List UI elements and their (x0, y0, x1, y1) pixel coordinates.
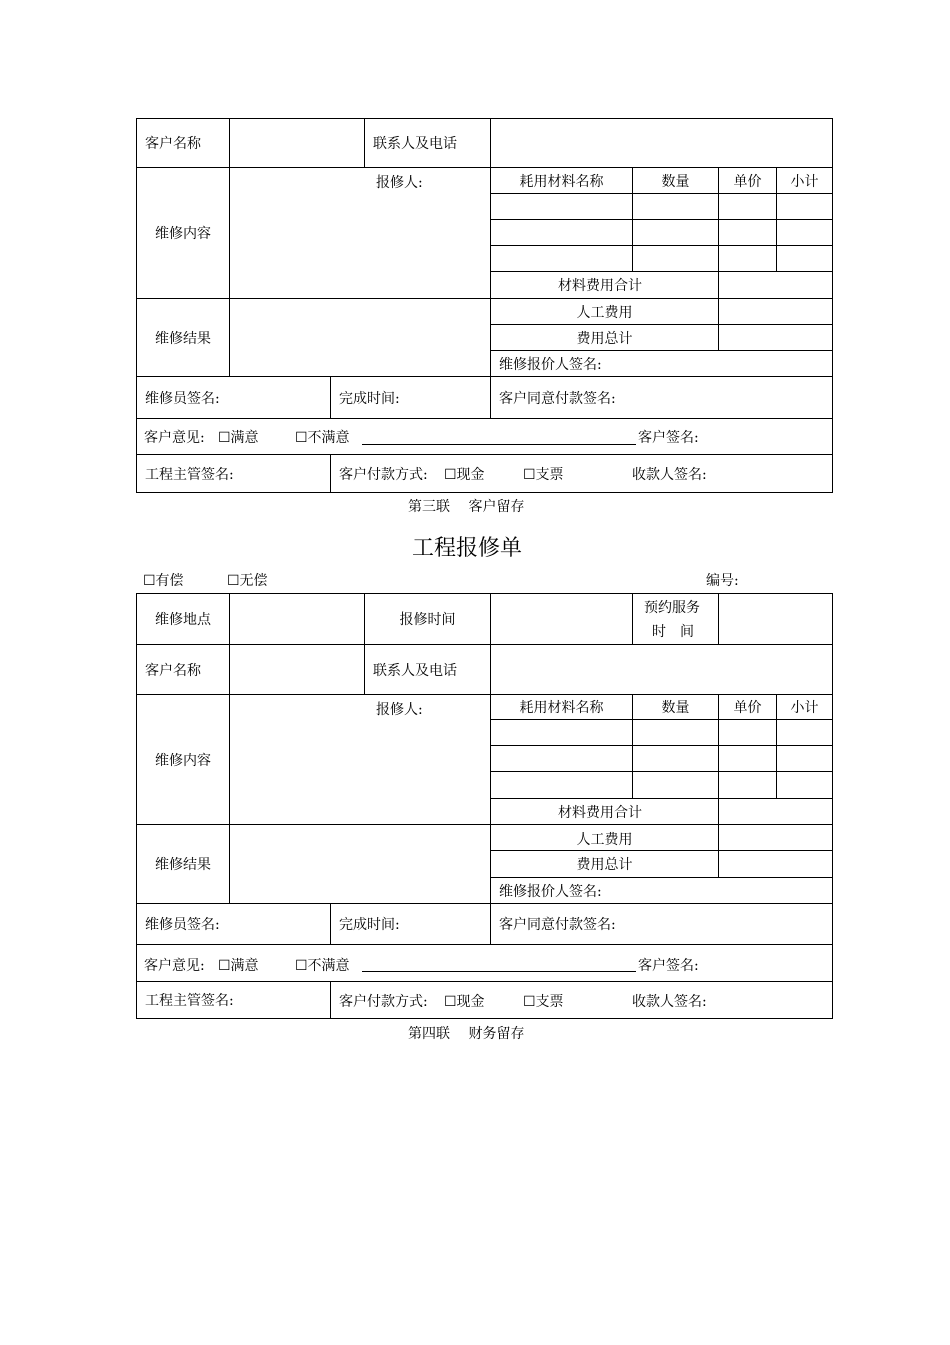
unit-price-header: 单价 (733, 173, 762, 190)
quoter-sign-label: 维修报价人签名: (499, 356, 602, 373)
material-name-header: 耗用材料名称 (519, 700, 604, 716)
quantity-header: 数量 (661, 700, 690, 716)
contact-label: 联系人及电话 (373, 662, 457, 679)
repair-content-label: 维修内容 (155, 752, 211, 769)
free-checkbox[interactable]: ☐无偿 (227, 573, 268, 589)
pay-method-label: 客户付款方式: (339, 994, 428, 1010)
satisfied-checkbox[interactable]: ☐满意 (218, 430, 259, 446)
customer-pay-sign-label: 客户同意付款签名: (499, 390, 616, 407)
unsatisfied-checkbox[interactable]: ☐不满意 (295, 958, 350, 974)
repair-result-label: 维修结果 (155, 857, 211, 873)
form-title: 工程报修单 (412, 536, 523, 561)
labor-cost-label: 人工费用 (576, 304, 633, 321)
subtotal-header: 小计 (790, 700, 819, 716)
opinion-label: 客户意见: (144, 958, 205, 974)
material-total-label: 材料费用合计 (558, 804, 642, 821)
repair-result-label: 维修结果 (155, 330, 211, 347)
material-total-label: 材料费用合计 (558, 278, 642, 294)
appointment-time-label-line1: 预约服务 (644, 600, 700, 616)
quantity-header: 数量 (661, 173, 690, 190)
subtotal-header: 小计 (790, 173, 819, 190)
pay-method-label: 客户付款方式: (339, 467, 428, 483)
material-name-header: 耗用材料名称 (519, 173, 604, 190)
customer-pay-sign-label: 客户同意付款签名: (499, 917, 616, 933)
report-time-label: 报修时间 (399, 612, 456, 628)
cash-checkbox[interactable]: ☐现金 (444, 994, 485, 1010)
repair-content-label: 维修内容 (155, 226, 211, 242)
copy-three-footer: 第三联 客户留存 (408, 499, 525, 515)
technician-sign-label: 维修员签名: (145, 917, 220, 933)
cost-total-label: 费用总计 (576, 857, 633, 873)
paid-checkbox[interactable]: ☐有偿 (143, 573, 184, 589)
finish-time-label: 完成时间: (339, 390, 400, 407)
labor-cost-label: 人工费用 (576, 831, 633, 848)
check-checkbox[interactable]: ☐支票 (523, 994, 564, 1010)
reporter-label: 报修人: (376, 175, 423, 191)
quoter-sign-label: 维修报价人签名: (499, 883, 602, 900)
serial-number-label: 编号: (706, 573, 739, 589)
location-label: 维修地点 (155, 612, 211, 628)
customer-name-label: 客户名称 (145, 662, 201, 679)
supervisor-sign-label: 工程主管签名: (145, 993, 234, 1009)
opinion-label: 客户意见: (144, 430, 205, 446)
technician-sign-label: 维修员签名: (145, 390, 220, 407)
unit-price-header: 单价 (733, 700, 762, 716)
unsatisfied-checkbox[interactable]: ☐不满意 (295, 430, 350, 446)
supervisor-sign-label: 工程主管签名: (145, 466, 234, 483)
reporter-label: 报修人: (376, 702, 423, 718)
cost-total-label: 费用总计 (576, 330, 633, 347)
payee-sign-label: 收款人签名: (632, 467, 707, 483)
cash-checkbox[interactable]: ☐现金 (444, 467, 485, 483)
customer-sign-label: 客户签名: (638, 958, 699, 974)
customer-sign-label: 客户签名: (638, 430, 699, 446)
payee-sign-label: 收款人签名: (632, 994, 707, 1010)
customer-name-label: 客户名称 (145, 136, 201, 152)
copy-four-footer: 第四联 财务留存 (408, 1026, 525, 1042)
check-checkbox[interactable]: ☐支票 (523, 467, 564, 483)
satisfied-checkbox[interactable]: ☐满意 (218, 958, 259, 974)
contact-label: 联系人及电话 (373, 136, 457, 152)
appointment-time-label-line2: 时 间 (652, 624, 694, 640)
finish-time-label: 完成时间: (339, 917, 400, 933)
